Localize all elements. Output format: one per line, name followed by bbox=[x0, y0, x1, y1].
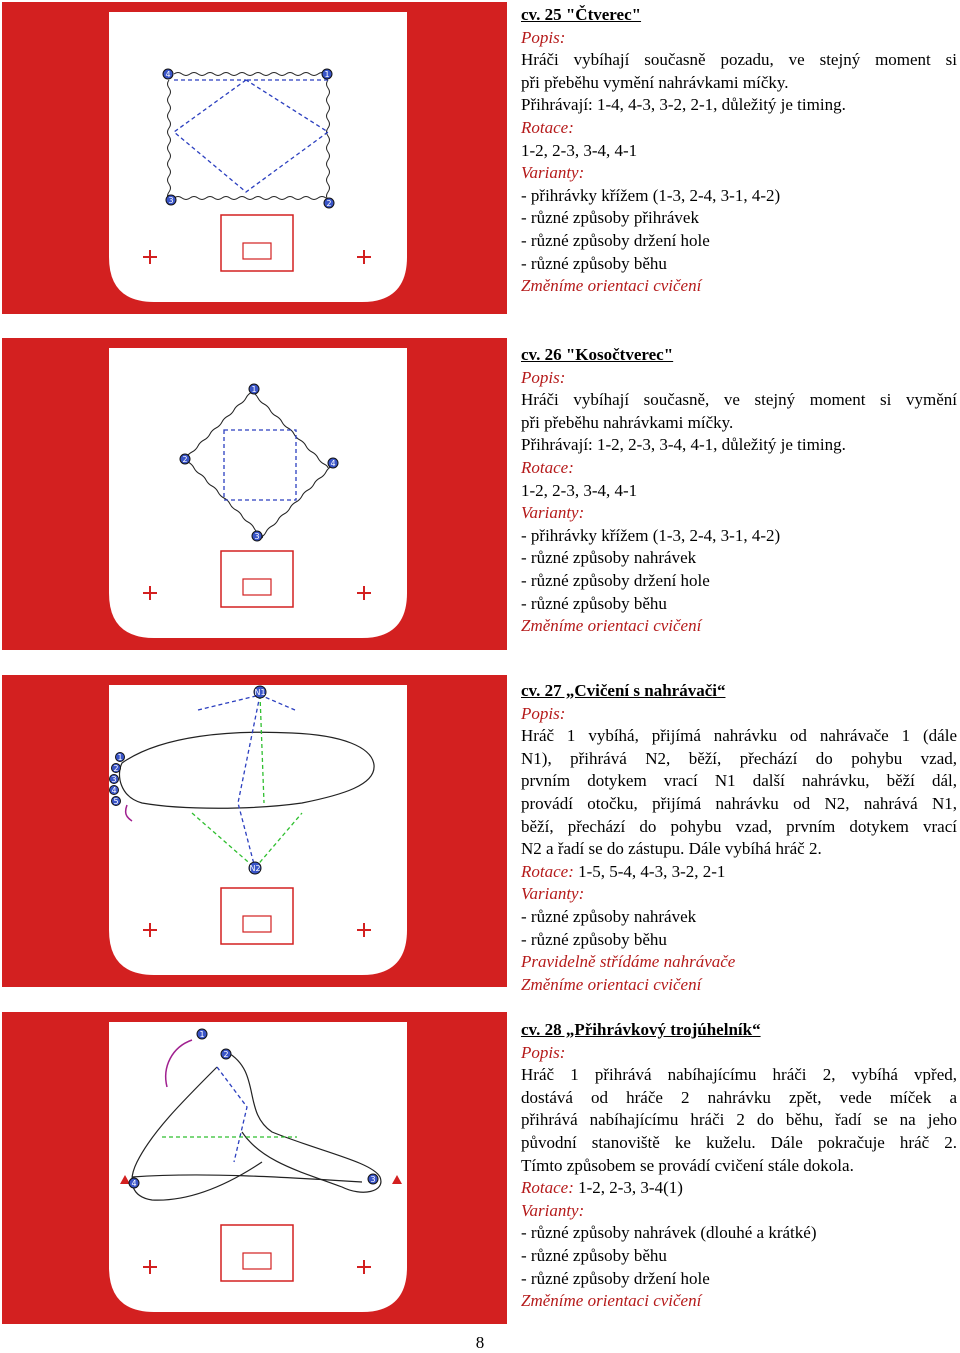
variant-item: - různé způsoby přihrávek bbox=[521, 208, 699, 228]
description-line: při přeběhu nahrávkami míčky. bbox=[521, 412, 734, 432]
exercise-26-text bbox=[521, 344, 957, 638]
player-number: 2 bbox=[182, 455, 188, 464]
player-number: 1 bbox=[117, 753, 123, 762]
popis-label: Popis: bbox=[521, 703, 566, 723]
rotace-label: Rotace: bbox=[521, 117, 574, 137]
popis-label: Popis: bbox=[521, 1042, 566, 1062]
player-number: 4 bbox=[111, 786, 117, 795]
variant-item: - různé způsoby běhu bbox=[521, 253, 667, 273]
player-number: 1 bbox=[199, 1030, 205, 1039]
variant-item: - různé způsoby běhu bbox=[521, 1245, 667, 1265]
variant-item: - různé způsoby držení hole bbox=[521, 230, 710, 250]
player-number: 3 bbox=[111, 775, 117, 784]
rink-diagram-3 bbox=[2, 675, 507, 987]
exercise-title: cv. 26 "Kosočtverec" bbox=[521, 345, 674, 364]
description-line: Hráči vybíhají současně pozadu, ve stejný moment si bbox=[521, 50, 957, 70]
rotace-value: 1-2, 2-3, 3-4, 4-1 bbox=[521, 140, 638, 160]
passes-line: Přihrávají: 1-4, 4-3, 3-2, 2-1, důležitý je timing. bbox=[521, 95, 846, 115]
variant-item: - různé způsoby běhu bbox=[521, 929, 667, 949]
player-number: 3 bbox=[254, 532, 260, 541]
varianty-label: Varianty: bbox=[521, 163, 585, 183]
rotace-label: Rotace: bbox=[521, 457, 574, 477]
rink-diagram-4 bbox=[2, 1012, 507, 1324]
player-number: 2 bbox=[113, 764, 119, 773]
variant-item: - různé způsoby nahrávek bbox=[521, 906, 697, 926]
player-number: 5 bbox=[113, 797, 119, 806]
variant-item: - různé způsoby držení hole bbox=[521, 1268, 710, 1288]
player-number: 3 bbox=[168, 196, 174, 205]
player-number: 1 bbox=[251, 385, 257, 394]
description-line: Tímto způsobem se provádí cvičení stále dokola. bbox=[521, 1155, 854, 1175]
description-line: běží, přechází do pohybu vzad, prvním dotykem vrací bbox=[521, 816, 957, 836]
description-line: původní stanoviště ke kuželu. Dále pokračuje hráč 2. bbox=[521, 1132, 957, 1152]
varianty-label: Varianty: bbox=[521, 503, 585, 523]
player-number: 1 bbox=[324, 70, 330, 79]
exercise-27-text bbox=[521, 680, 957, 996]
description-line: Hráč 1 vybíhá, přijímá nahrávku od nahrávače 1 (dále bbox=[521, 726, 957, 746]
variant-item: - různé způsoby nahrávek bbox=[521, 548, 697, 568]
popis-label: Popis: bbox=[521, 27, 566, 47]
exercise-25-text bbox=[521, 4, 957, 298]
note: Změníme orientaci cvičení bbox=[521, 276, 702, 296]
player-number: 2 bbox=[326, 199, 332, 208]
rotace-line bbox=[521, 1177, 957, 1200]
variant-item: - různé způsoby nahrávek (dlouhé a krátké) bbox=[521, 1223, 817, 1243]
popis-label: Popis: bbox=[521, 367, 566, 387]
description-line: N2 a řadí se do zástupu. Dále vybíhá hráč 2. bbox=[521, 839, 822, 859]
description-line: dostává od hráče 2 nahrávku zpět, vede míček a bbox=[521, 1087, 957, 1107]
note: Pravidelně střídáme nahrávače bbox=[521, 952, 736, 972]
description-line: při přeběhu vymění nahrávkami míčky. bbox=[521, 72, 789, 92]
player-number: 4 bbox=[165, 70, 171, 79]
rotace-label: Rotace: bbox=[521, 861, 574, 881]
rink-svg-1 bbox=[2, 2, 507, 314]
rotace-value: 1-2, 2-3, 3-4(1) bbox=[578, 1178, 683, 1198]
variant-item: - různé způsoby držení hole bbox=[521, 570, 710, 590]
description-line: Hráč 1 přihrává nabíhajícímu hráči 2, vybíhá vpřed, bbox=[521, 1065, 957, 1085]
varianty-label: Varianty: bbox=[521, 1200, 585, 1220]
rotace-line bbox=[521, 861, 957, 884]
rink-svg-2 bbox=[2, 338, 507, 650]
exercise-title: cv. 28 „Přihrávkový trojúhelník“ bbox=[521, 1020, 761, 1039]
passes-line: Přihrávají: 1-2, 2-3, 3-4, 4-1, důležitý je timing. bbox=[521, 435, 846, 455]
note: Změníme orientaci cvičení bbox=[521, 616, 702, 636]
note: Změníme orientaci cvičení bbox=[521, 974, 702, 994]
variant-item: - přihrávky křížem (1-3, 2-4, 3-1, 4-2) bbox=[521, 525, 781, 545]
exercise-28-text bbox=[521, 1019, 957, 1313]
player-number: N2 bbox=[249, 864, 261, 873]
description-line: Hráči vybíhají současně, ve stejný moment si vymění bbox=[521, 390, 957, 410]
rotace-value: 1-2, 2-3, 3-4, 4-1 bbox=[521, 480, 638, 500]
variant-item: - přihrávky křížem (1-3, 2-4, 3-1, 4-2) bbox=[521, 185, 781, 205]
note: Změníme orientaci cvičení bbox=[521, 1291, 702, 1311]
variant-item: - různé způsoby běhu bbox=[521, 593, 667, 613]
rink-svg-3 bbox=[2, 675, 507, 987]
rink-diagram-1 bbox=[2, 2, 507, 314]
rink-diagram-2 bbox=[2, 338, 507, 650]
exercise-title: cv. 25 "Čtverec" bbox=[521, 5, 642, 24]
page-number: 8 bbox=[475, 1333, 485, 1352]
player-number: 4 bbox=[131, 1179, 137, 1188]
exercise-title: cv. 27 „Cvičení s nahrávači“ bbox=[521, 681, 726, 700]
player-number: N1 bbox=[254, 688, 266, 697]
rotace-value: 1-5, 5-4, 4-3, 3-2, 2-1 bbox=[578, 861, 726, 881]
player-number: 2 bbox=[223, 1050, 229, 1059]
rink-svg-4 bbox=[2, 1012, 507, 1324]
rotace-label: Rotace: bbox=[521, 1178, 574, 1198]
varianty-label: Varianty: bbox=[521, 884, 585, 904]
description-line: prvním dotykem vrací N1 další nahrávku, běží dál, bbox=[521, 771, 957, 791]
description-line: přihrává nabíhajícímu hráči 2 do běhu, řadí se na jeho bbox=[521, 1110, 957, 1130]
description-line: provádí otočku, přijímá nahrávku od N2, nahrává N1, bbox=[521, 793, 957, 813]
player-number: 4 bbox=[330, 459, 336, 468]
player-number: 3 bbox=[370, 1175, 376, 1184]
description-line: N1), přihrává N2, běží, přechází do pohybu vzad, bbox=[521, 748, 957, 768]
